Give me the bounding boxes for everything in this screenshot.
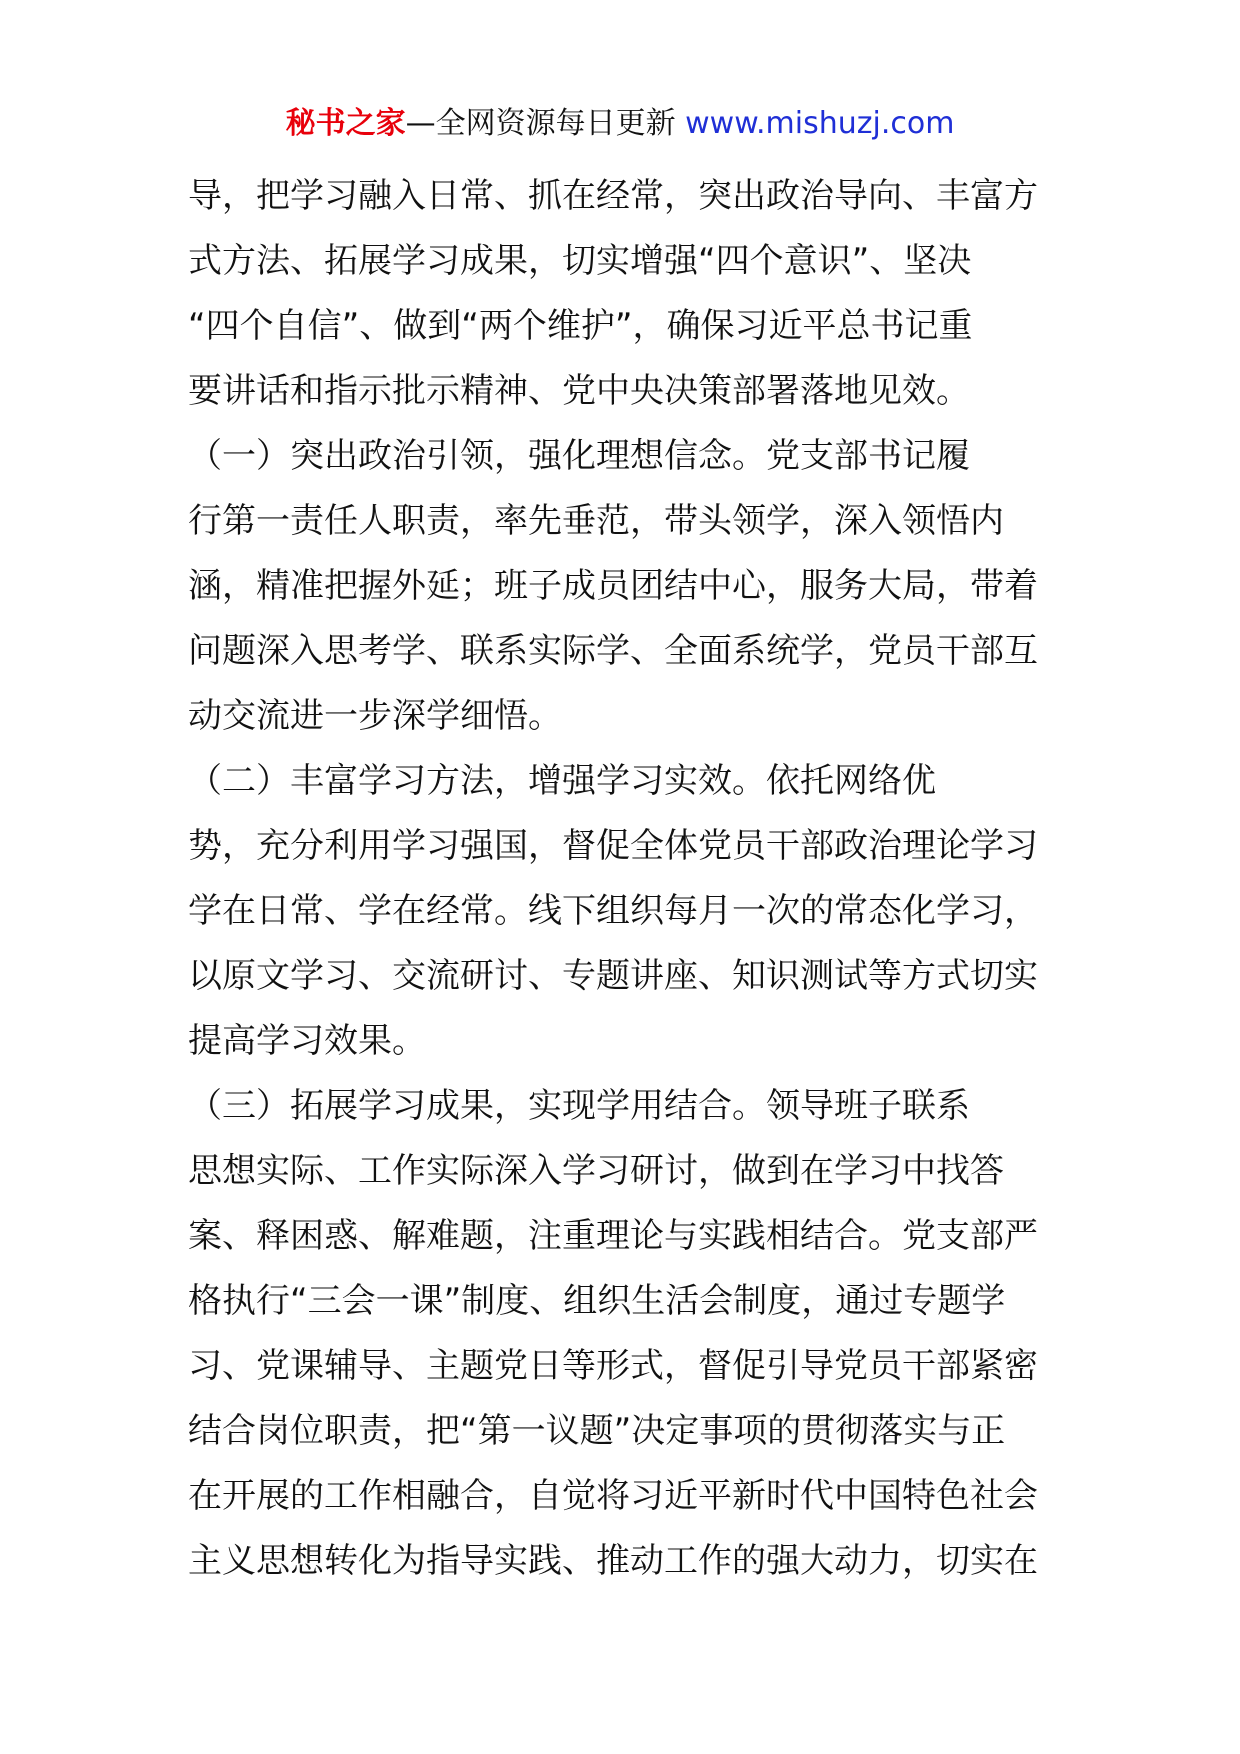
text-line: 主义思想转化为指导实践、推动工作的强大动力，切实在 (188, 1541, 1038, 1581)
text-line: 以原文学习、交流研讨、专题讲座、知识测试等方式切实 (188, 956, 1038, 996)
site-url-link[interactable]: www.mishuzj.com (685, 106, 955, 141)
text-line: 导，把学习融入日常、抓在经常，突出政治导向、丰富方 (188, 176, 1038, 216)
document-body (188, 164, 1056, 1594)
text-line: “四个自信”、做到“两个维护”，确保习近平总书记重 (188, 306, 973, 346)
text-line: 提高学习效果。 (188, 1021, 426, 1061)
text-line: 在开展的工作相融合，自觉将习近平新时代中国特色社会 (188, 1476, 1038, 1516)
text-line: （一）突出政治引领，强化理想信念。党支部书记履 (188, 436, 970, 476)
text-line: 行第一责任人职责，率先垂范，带头领学，深入领悟内 (188, 501, 1004, 541)
text-line: 思想实际、工作实际深入学习研讨，做到在学习中找答 (188, 1151, 1004, 1191)
text-line: 结合岗位职责，把“第一议题”决定事项的贯彻落实与正 (188, 1411, 1006, 1451)
text-line: 势，充分利用学习强国，督促全体党员干部政治理论学习 (188, 826, 1038, 866)
text-line: 格执行“三会一课”制度、组织生活会制度，通过专题学 (188, 1281, 1006, 1321)
site-tagline: —全网资源每日更新 (405, 106, 676, 141)
text-line: 学在日常、学在经常。线下组织每月一次的常态化学习， (188, 891, 1038, 931)
text-line: （二）丰富学习方法，增强学习实效。依托网络优 (188, 761, 936, 801)
text-line: 案、释困惑、解难题，注重理论与实践相结合。党支部严 (188, 1216, 1038, 1256)
text-line: 式方法、拓展学习成果，切实增强“四个意识”、坚决 (188, 241, 972, 281)
text-line: 习、党课辅导、主题党日等形式，督促引导党员干部紧密 (188, 1346, 1038, 1386)
text-line: 问题深入思考学、联系实际学、全面系统学，党员干部互 (188, 631, 1038, 671)
text-line: 动交流进一步深学细悟。 (188, 696, 562, 736)
text-line: （三）拓展学习成果，实现学用结合。领导班子联系 (188, 1086, 970, 1126)
text-line: 要讲话和指示批示精神、党中央决策部署落地见效。 (188, 371, 970, 411)
brand-name: 秘书之家 (285, 106, 406, 141)
site-header (0, 102, 1240, 146)
text-line: 涵，精准把握外延；班子成员团结中心，服务大局，带着 (188, 566, 1038, 606)
